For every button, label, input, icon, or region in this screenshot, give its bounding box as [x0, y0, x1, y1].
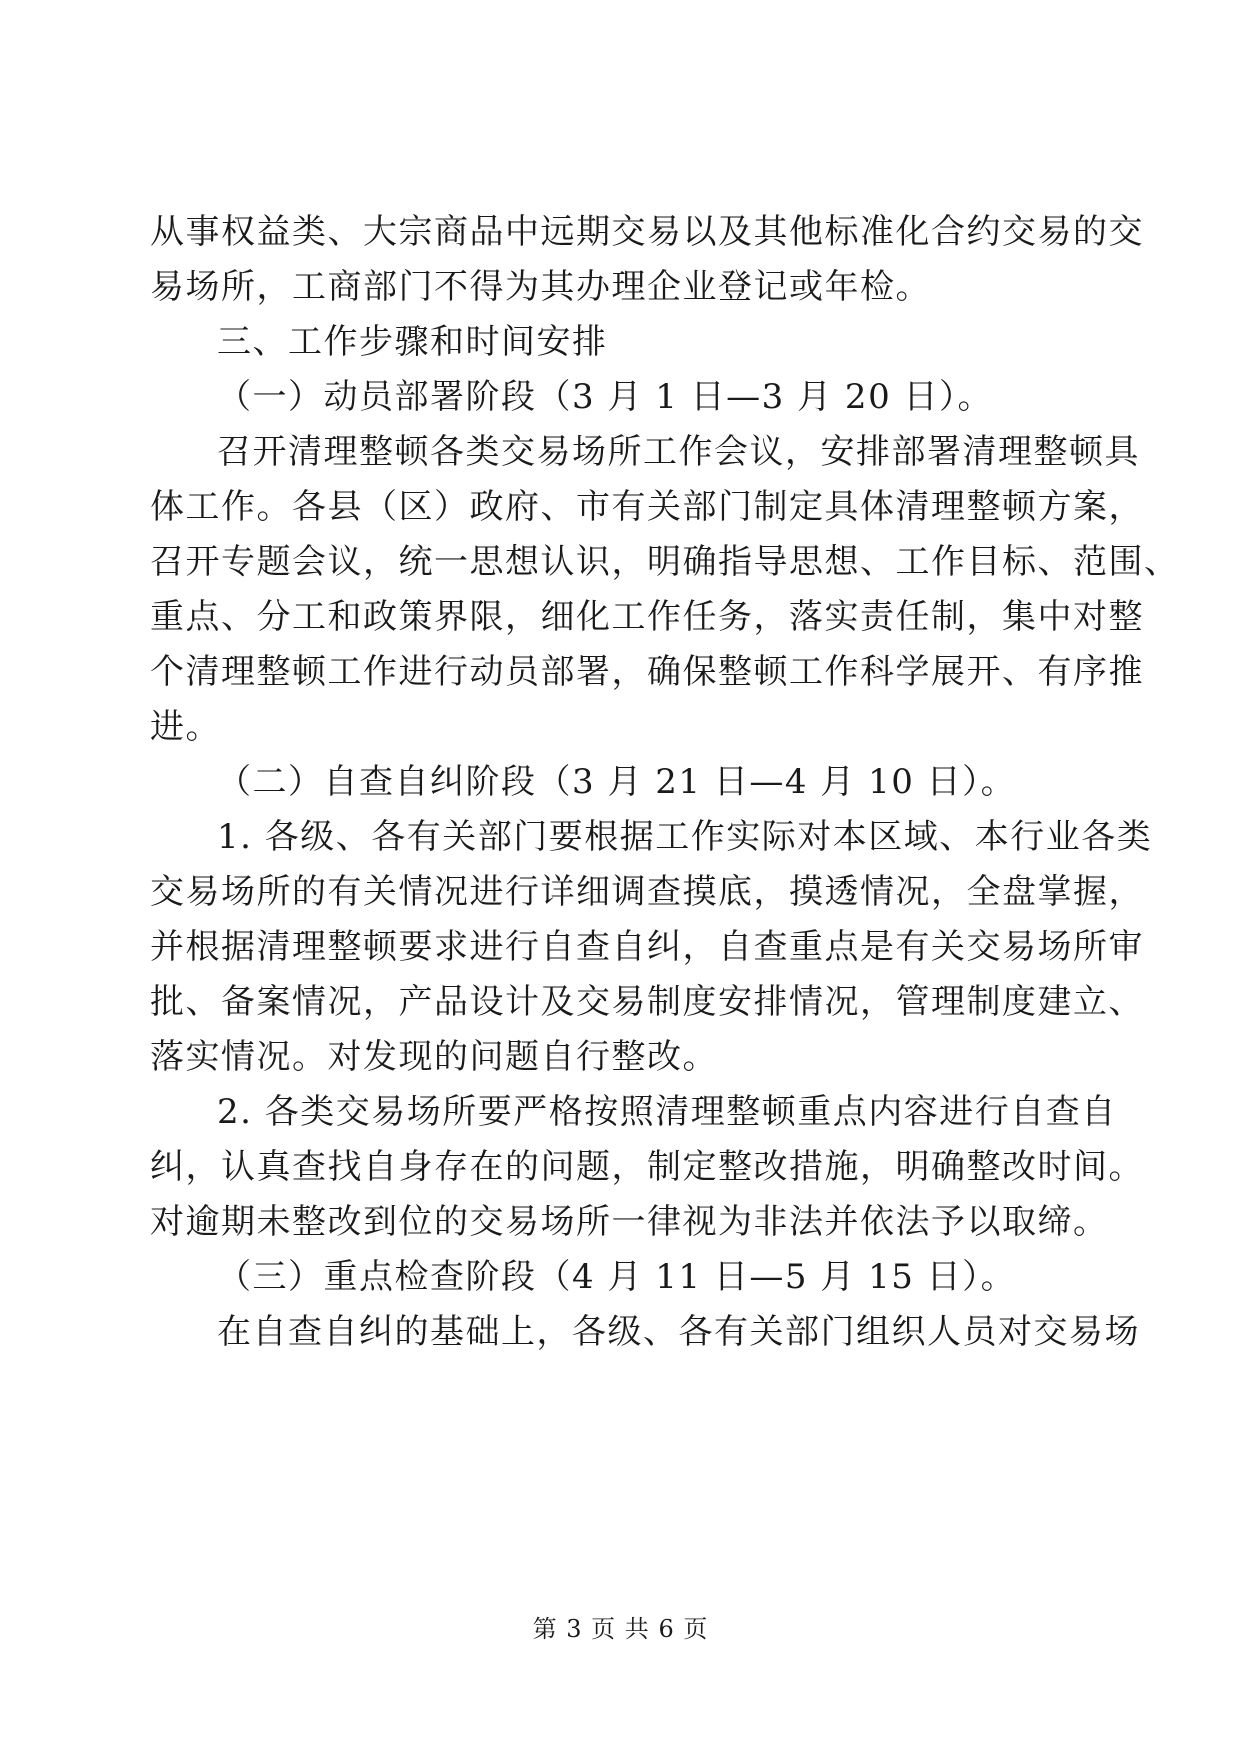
subsection-heading: （一）动员部署阶段（3 月 1 日—3 月 20 日）。 [217, 377, 994, 417]
body-line: 批、备案情况，产品设计及交易制度安排情况，管理制度建立、 [150, 982, 1144, 1022]
body-line: 召开清理整顿各类交易场所工作会议，安排部署清理整顿具 [217, 432, 1140, 472]
body-line: 2. 各类交易场所要严格按照清理整顿重点内容进行自查自 [217, 1092, 1117, 1132]
body-line: 个清理整顿工作进行动员部署，确保整顿工作科学展开、有序推 [150, 652, 1144, 692]
body-line: 体工作。各县（区）政府、市有关部门制定具体清理整顿方案， [150, 487, 1144, 527]
body-line: 1. 各级、各有关部门要根据工作实际对本区域、本行业各类 [217, 817, 1153, 857]
body-line: 从事权益类、大宗商品中远期交易以及其他标准化合约交易的交 [150, 212, 1144, 252]
body-line: 对逾期未整改到位的交易场所一律视为非法并依法予以取缔。 [150, 1202, 1109, 1242]
body-line: 交易场所的有关情况进行详细调查摸底，摸透情况，全盘掌握， [150, 872, 1144, 912]
body-line: 进。 [150, 707, 221, 747]
body-line: 纠，认真查找自身存在的问题，制定整改措施，明确整改时间。 [150, 1147, 1144, 1187]
body-line: 重点、分工和政策界限，细化工作任务，落实责任制，集中对整 [150, 597, 1144, 637]
body-line: 并根据清理整顿要求进行自查自纠，自查重点是有关交易场所审 [150, 927, 1144, 967]
section-heading: 三、工作步骤和时间安排 [217, 322, 608, 362]
page-number: 第 3 页 共 6 页 [532, 1615, 709, 1643]
body-line: 落实情况。对发现的问题自行整改。 [150, 1037, 718, 1077]
body-line: 在自查自纠的基础上，各级、各有关部门组织人员对交易场 [217, 1312, 1140, 1352]
subsection-heading: （二）自查自纠阶段（3 月 21 日—4 月 10 日）。 [217, 762, 1017, 802]
body-line: 易场所，工商部门不得为其办理企业登记或年检。 [150, 267, 931, 307]
body-line: 召开专题会议，统一思想认识，明确指导思想、工作目标、范围、 [150, 542, 1180, 582]
subsection-heading: （三）重点检查阶段（4 月 11 日—5 月 15 日）。 [217, 1257, 1017, 1297]
